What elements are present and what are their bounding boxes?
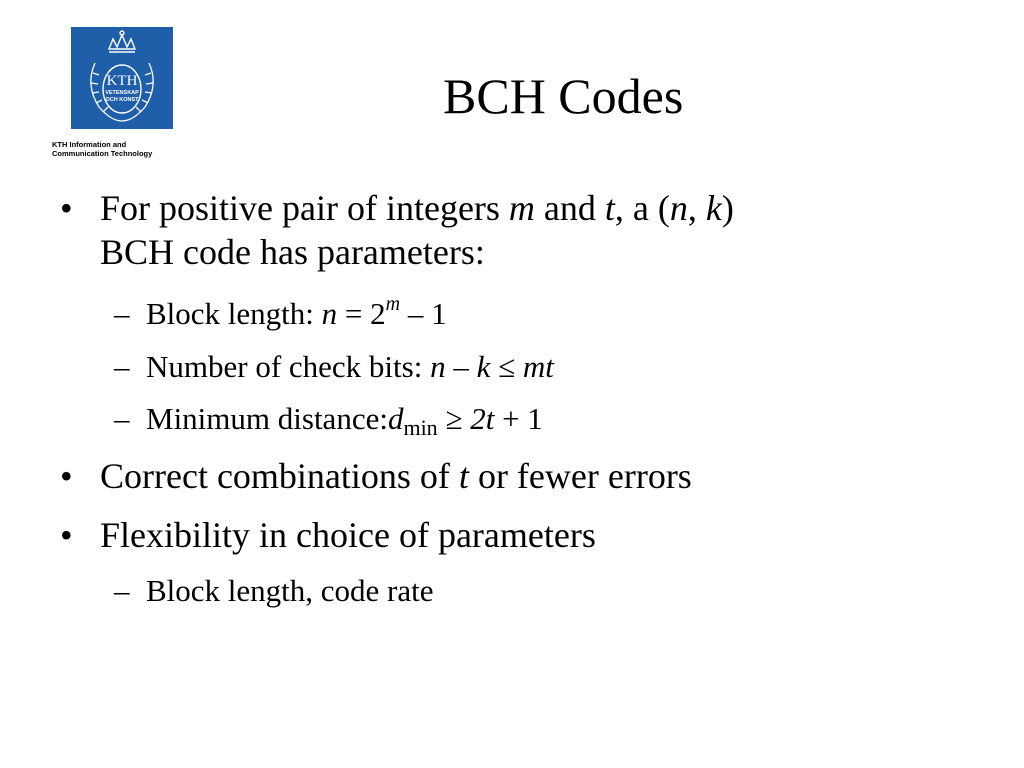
math-exponent-m: m [385,293,401,315]
sub-bullet-text [146,293,447,332]
math-var-k: k [705,188,722,228]
text-segment: Block length: [146,296,322,331]
bullet-text: Flexibility in choice of parameters [100,515,596,555]
text-segment: Correct combinations of [100,456,459,496]
math-var-n: n [321,296,338,331]
sub-bullet-text [146,349,554,385]
math-var-n: n [430,349,446,384]
logo-caption-line2: Communication Technology [52,149,153,158]
math-var-mt: mt [522,349,554,384]
sub-bullet-marker: – [114,401,130,436]
text-segment: or fewer errors [468,456,692,496]
math-var-t: t [458,456,469,496]
bullet-line-2: BCH code has parameters: [100,232,485,272]
text-segment: – [445,349,477,384]
text-segment: Minimum distance: [146,401,388,436]
math-var-n: n [669,188,688,228]
text-segment: – 1 [400,296,447,331]
text-segment: , a ( [614,188,670,228]
math-var-t: t [485,401,495,436]
math-var-d: d [387,401,404,436]
text-segment: ≤ [490,349,523,384]
bullet-line-1 [100,186,734,230]
bullet-marker: • [60,456,73,496]
logo-caption-line1: KTH Information and [52,140,127,149]
math-var-k: k [476,349,491,384]
slide-title: BCH Codes [443,68,684,124]
sub-bullet-text: Block length, code rate [146,573,434,608]
math-const-2: 2 [470,401,486,436]
text-segment: ) [721,188,734,228]
text-segment: , [687,188,706,228]
math-var-m: m [508,188,535,228]
math-subscript-min: min [403,415,438,440]
text-segment: and [534,188,605,228]
text-segment: Number of check bits: [146,349,431,384]
bullet-marker: • [60,515,73,555]
text-segment: = 2 [337,296,386,331]
math-var-t: t [604,188,615,228]
sub-bullet-marker: – [114,573,130,608]
logo-emblem-line2: VETENSKAP [105,90,139,96]
sub-bullet-marker: – [114,296,130,331]
bullet-marker: • [60,188,73,228]
text-segment: For positive pair of integers [100,188,509,228]
sub-bullet-marker: – [114,349,130,384]
logo-emblem-line3: OCH KONST [105,97,139,103]
sub-bullet-text [146,401,543,440]
text-segment: ≥ [437,401,471,436]
logo-emblem-kth: KTH [106,73,138,89]
text-segment: + 1 [494,401,543,436]
bullet-text [100,454,692,498]
